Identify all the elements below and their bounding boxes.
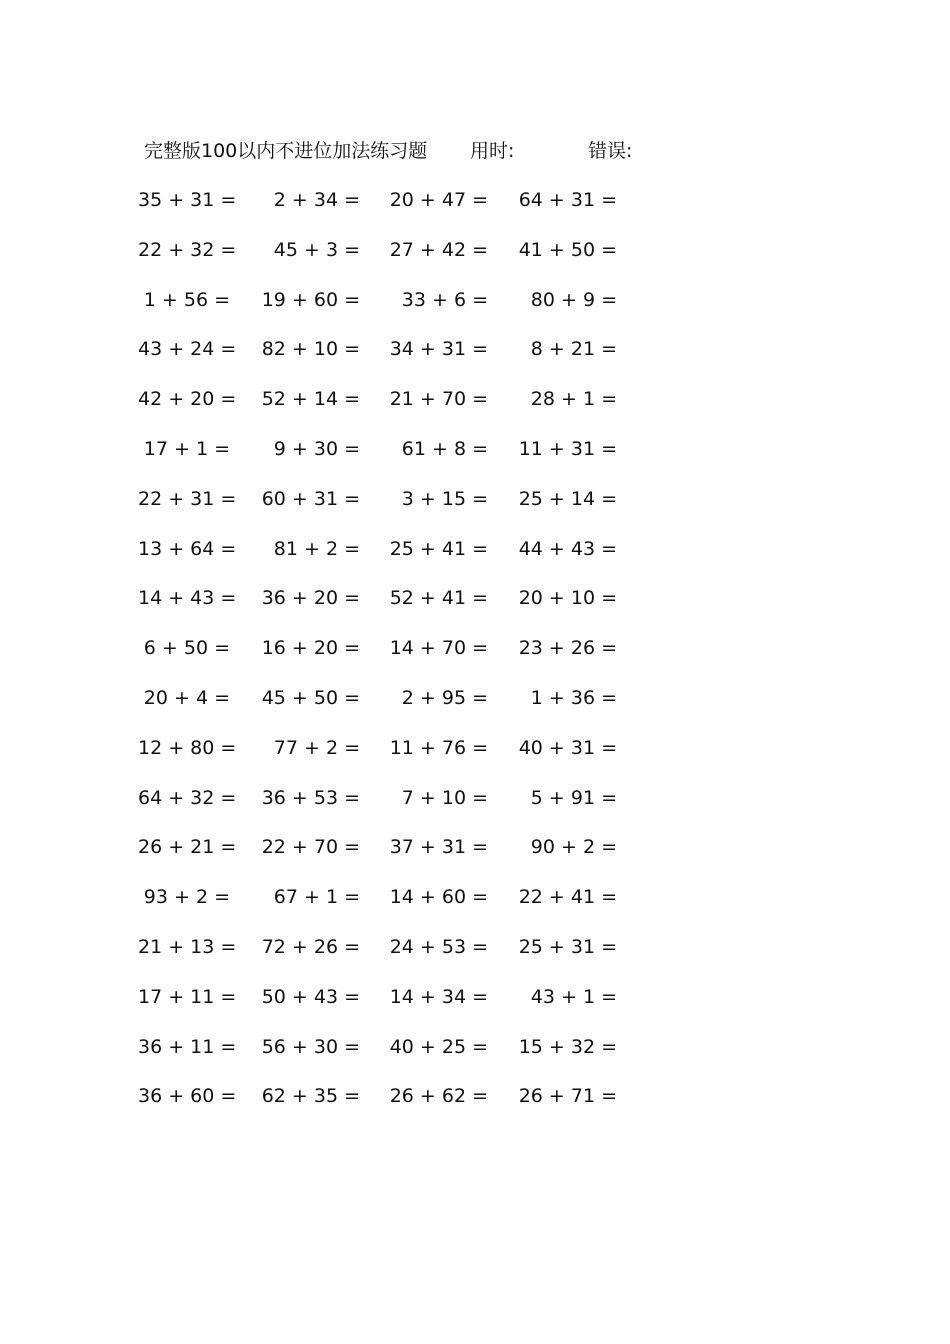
problem-row [138, 981, 638, 1031]
addition-problem: 33 + 6 = [401, 288, 488, 311]
addition-problem: 20 + 10 = [518, 587, 617, 610]
addition-problem: 14 + 34 = [389, 985, 488, 1008]
addition-problem: 9 + 30 = [273, 437, 360, 460]
time-label: 用时: [470, 140, 515, 162]
addition-problem: 2 + 34 = [273, 189, 360, 211]
addition-problem: 37 + 31 = [389, 836, 488, 859]
addition-problem: 14 + 70 = [389, 637, 488, 660]
problem-row [138, 383, 638, 433]
problem-row [138, 732, 638, 782]
addition-problem: 27 + 42 = [389, 238, 488, 261]
addition-problem: 45 + 50 = [261, 686, 360, 709]
addition-problem: 21 + 13 = [138, 935, 237, 958]
addition-problem: 56 + 30 = [261, 1035, 360, 1058]
addition-problem: 26 + 71 = [518, 1085, 617, 1108]
addition-problem: 22 + 41 = [518, 886, 617, 909]
addition-problem: 43 + 1 = [530, 985, 617, 1008]
problem-row [138, 632, 638, 682]
problem-row [138, 184, 638, 234]
addition-problem: 20 + 47 = [389, 189, 488, 211]
addition-problem: 44 + 43 = [518, 537, 617, 560]
addition-problem: 80 + 9 = [530, 288, 617, 311]
problem-row [138, 881, 638, 931]
addition-problem: 61 + 8 = [401, 437, 488, 460]
errors-label: 错误: [588, 140, 633, 162]
problem-row [138, 533, 638, 583]
addition-problem: 41 + 50 = [518, 238, 617, 261]
addition-problem: 26 + 21 = [138, 836, 237, 859]
addition-problem: 15 + 32 = [518, 1035, 617, 1058]
addition-problem: 36 + 60 = [138, 1085, 237, 1108]
addition-problem: 52 + 41 = [389, 587, 488, 610]
addition-problem: 43 + 24 = [138, 338, 237, 361]
problem-row [138, 831, 638, 881]
addition-problem: 14 + 60 = [389, 886, 488, 909]
problem-row [138, 333, 638, 383]
page-title: 完整版100以内不进位加法练习题 [144, 140, 428, 162]
problem-row [138, 931, 638, 981]
addition-problem: 22 + 70 = [261, 836, 360, 859]
addition-problem: 64 + 32 = [138, 786, 237, 809]
addition-problem: 40 + 25 = [389, 1035, 488, 1058]
problem-row [138, 483, 638, 533]
addition-problem: 5 + 91 = [530, 786, 617, 809]
worksheet-header [144, 136, 664, 166]
addition-problem: 21 + 70 = [389, 388, 488, 411]
addition-problem: 24 + 53 = [389, 935, 488, 958]
addition-problem: 62 + 35 = [261, 1085, 360, 1108]
addition-problem: 34 + 31 = [389, 338, 488, 361]
problem-row [138, 1031, 638, 1081]
problem-row [138, 682, 638, 732]
addition-problem: 60 + 31 = [261, 487, 360, 510]
addition-problem: 17 + 1 = [143, 437, 230, 460]
addition-problem: 22 + 31 = [138, 487, 237, 510]
problem-row [138, 1080, 638, 1130]
addition-problem: 81 + 2 = [273, 537, 360, 560]
addition-problem: 42 + 20 = [138, 388, 237, 411]
addition-problem: 19 + 60 = [261, 288, 360, 311]
addition-problem: 6 + 50 = [143, 637, 230, 660]
addition-problem: 52 + 14 = [261, 388, 360, 411]
addition-problem: 3 + 15 = [401, 487, 488, 510]
problem-grid [138, 184, 638, 1130]
problem-row [138, 782, 638, 832]
addition-problem: 1 + 36 = [530, 686, 617, 709]
addition-problem: 28 + 1 = [530, 388, 617, 411]
addition-problem: 36 + 20 = [261, 587, 360, 610]
addition-problem: 20 + 4 = [143, 686, 230, 709]
addition-problem: 14 + 43 = [138, 587, 237, 610]
addition-problem: 90 + 2 = [530, 836, 617, 859]
addition-problem: 25 + 14 = [518, 487, 617, 510]
problem-row [138, 284, 638, 334]
problem-row [138, 582, 638, 632]
addition-problem: 45 + 3 = [273, 238, 360, 261]
addition-problem: 13 + 64 = [138, 537, 237, 560]
addition-problem: 11 + 31 = [518, 437, 617, 460]
addition-problem: 1 + 56 = [143, 288, 230, 311]
addition-problem: 36 + 53 = [261, 786, 360, 809]
addition-problem: 23 + 26 = [518, 637, 617, 660]
addition-problem: 36 + 11 = [138, 1035, 237, 1058]
addition-problem: 35 + 31 = [138, 189, 237, 211]
problem-row [138, 433, 638, 483]
addition-problem: 25 + 41 = [389, 537, 488, 560]
addition-problem: 50 + 43 = [261, 985, 360, 1008]
addition-problem: 67 + 1 = [273, 886, 360, 909]
addition-problem: 8 + 21 = [530, 338, 617, 361]
addition-problem: 72 + 26 = [261, 935, 360, 958]
addition-problem: 2 + 95 = [401, 686, 488, 709]
addition-problem: 77 + 2 = [273, 736, 360, 759]
addition-problem: 64 + 31 = [518, 189, 617, 211]
addition-problem: 40 + 31 = [518, 736, 617, 759]
addition-problem: 7 + 10 = [401, 786, 488, 809]
addition-problem: 82 + 10 = [261, 338, 360, 361]
addition-problem: 93 + 2 = [143, 886, 230, 909]
problem-row [138, 234, 638, 284]
addition-problem: 17 + 11 = [138, 985, 237, 1008]
addition-problem: 26 + 62 = [389, 1085, 488, 1108]
addition-problem: 25 + 31 = [518, 935, 617, 958]
addition-problem: 11 + 76 = [389, 736, 488, 759]
addition-problem: 12 + 80 = [138, 736, 237, 759]
addition-problem: 22 + 32 = [138, 238, 237, 261]
addition-problem: 16 + 20 = [261, 637, 360, 660]
